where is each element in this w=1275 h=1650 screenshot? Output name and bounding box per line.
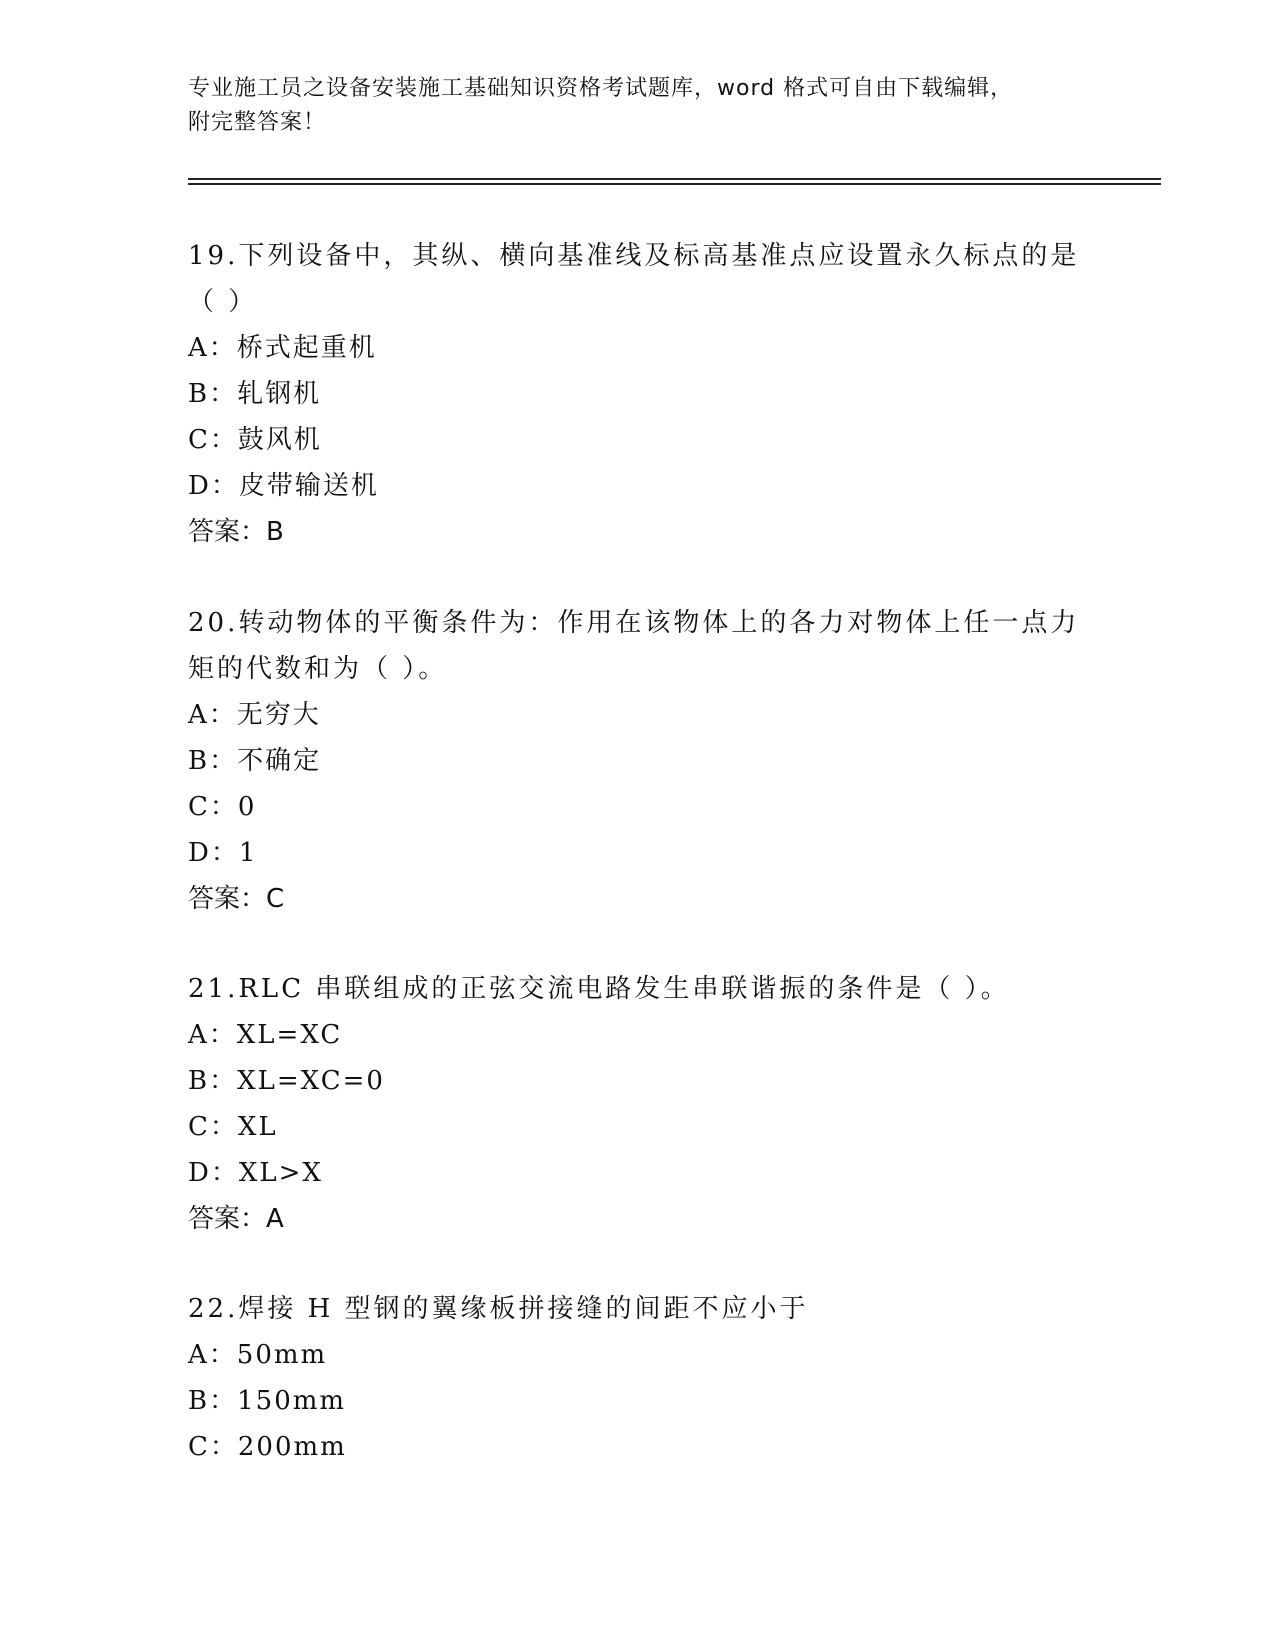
option-b: B：XL=XC=0 [188,1066,385,1096]
option-a: A：桥式起重机 [188,333,377,363]
option-c: C：XL [188,1112,278,1142]
option-c: C：鼓风机 [188,425,322,455]
header-divider-bottom [188,183,1161,185]
answer: 答案：B [188,517,284,547]
option-b: B：不确定 [188,746,322,776]
option-c: C：200mm [188,1432,347,1462]
question-text: 19.下列设备中，其纵、横向基准线及标高基准点应设置永久标点的是（ ） [188,241,1080,317]
option-d: D：皮带输送机 [188,471,379,501]
option-d: D：1 [188,838,258,868]
question-text: 20.转动物体的平衡条件为：作用在该物体上的各力对物体上任一点力矩的代数和为（ ）。 [188,608,1080,684]
option-d: D：XL>X [188,1158,323,1188]
option-b: B：150mm [188,1386,347,1416]
question-20 [188,600,1088,922]
document-header [188,72,1088,140]
question-text: 22.焊接 H 型钢的翼缘板拼接缝的间距不应小于 [188,1294,809,1324]
option-c: C：0 [188,792,257,822]
answer: 答案：A [188,1204,284,1234]
header-divider-top [188,178,1161,180]
header-line-2: 附完整答案！ [188,110,327,135]
option-a: A：50mm [188,1340,328,1370]
answer: 答案：C [188,884,285,914]
option-a: A：XL=XC [188,1020,343,1050]
question-21 [188,966,1088,1242]
option-b: B：轧钢机 [188,379,322,409]
option-a: A：无穷大 [188,700,321,730]
question-22 [188,1286,1088,1470]
header-line-1: 专业施工员之设备安装施工基础知识资格考试题库，word 格式可自由下载编辑， [188,76,1014,101]
question-19 [188,233,1088,555]
question-text: 21.RLC 串联组成的正弦交流电路发生串联谐振的条件是（ ）。 [188,974,1010,1004]
